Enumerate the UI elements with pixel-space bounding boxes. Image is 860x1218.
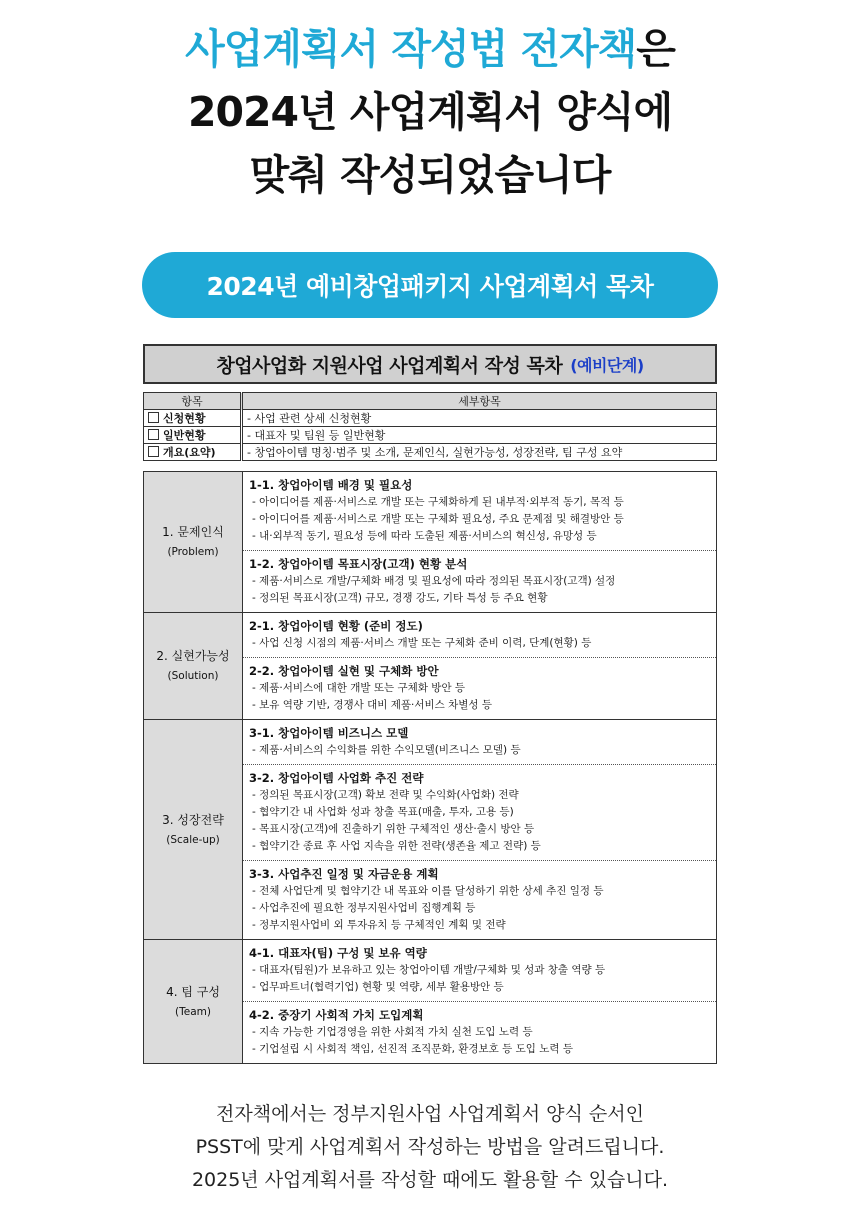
subsection-item: - 사업 신청 시점의 제품·서비스 개발 또는 구체화 준비 이력, 단계(현황) 등 (252, 637, 592, 649)
section-en: (Problem) (167, 546, 219, 558)
section-name: 1. 문제인식 (162, 525, 224, 539)
subsection-item: - 대표자(팀원)가 보유하고 있는 창업아이템 개발/구체화 및 성과 창출 역량 등 (252, 964, 606, 976)
subsection-item: - 목표시장(고객)에 진출하기 위한 구체적인 생산·출시 방안 등 (252, 823, 535, 835)
subsection-title: 4-1. 대표자(팀) 구성 및 보유 역량 (249, 946, 427, 960)
subsection-title: 2-2. 창업아이템 실현 및 구체화 방안 (249, 664, 439, 678)
footer-line-2: PSST에 맞게 사업계획서 작성하는 방법을 알려드립니다. (195, 1136, 665, 1158)
subsection-item: - 정의된 목표시장(고객) 확보 전략 및 수익화(사업화) 전략 (252, 789, 519, 801)
sections-table (143, 471, 717, 1064)
subsection (243, 613, 716, 657)
headline-line-2: 2024년 사업계획서 양식에 (187, 88, 673, 136)
subsection-item: - 기업설립 시 사회적 책임, 선진적 조직문화, 환경보호 등 도입 노력 등 (252, 1043, 574, 1055)
subsection-item: - 업무파트너(협력기업) 현황 및 역량, 세부 활용방안 등 (252, 981, 504, 993)
document-title (143, 344, 717, 384)
subsection-title: 1-2. 창업아이템 목표시장(고객) 현황 분석 (249, 557, 468, 571)
subsection-title: 1-1. 창업아이템 배경 및 필요성 (249, 478, 413, 492)
summary-item-label: 신청현황 (163, 412, 206, 425)
summary-table (143, 392, 717, 461)
subsection-item: - 정의된 목표시장(고객) 규모, 경쟁 강도, 기타 특성 등 주요 현황 (252, 592, 548, 604)
section-name: 2. 실현가능성 (156, 649, 230, 663)
subsection (243, 940, 716, 1001)
subsection-item: - 협약기간 내 사업화 성과 창출 목표(매출, 투자, 고용 등) (252, 806, 514, 818)
subsection-title: 3-2. 창업아이템 사업화 추진 전략 (249, 771, 424, 785)
subsection-item: - 협약기간 종료 후 사업 지속을 위한 전략(생존율 제고 전략) 등 (252, 840, 541, 852)
document-title-stage: (예비단계) (570, 355, 644, 375)
checkbox-icon (148, 412, 159, 423)
footer-line-3: 2025년 사업계획서를 작성할 때에도 활용할 수 있습니다. (191, 1169, 669, 1191)
checkbox-icon (148, 446, 159, 457)
section-label (144, 613, 243, 719)
headline-line-1 (0, 18, 860, 81)
summary-row (144, 444, 717, 461)
summary-row (144, 410, 717, 427)
subsection (243, 720, 716, 764)
summary-detail-cell: - 창업아이템 명칭·범주 및 소개, 문제인식, 실현가능성, 성장전략, 팀 구성 요약 (242, 444, 717, 461)
summary-detail-cell: - 대표자 및 팀원 등 일반현황 (242, 427, 717, 444)
subsection-title: 3-1. 창업아이템 비즈니스 모델 (249, 726, 409, 740)
summary-header-row (144, 393, 717, 410)
subsection (243, 764, 716, 860)
section-name: 3. 성장전략 (162, 812, 224, 827)
subsection-item: - 아이디어를 제품·서비스로 개발 또는 구체화 필요성, 주요 문제점 및 해결방안 등 (252, 513, 624, 525)
subsection (243, 550, 716, 612)
summary-detail-cell: - 사업 관련 상세 신청현황 (242, 410, 717, 427)
section-content (243, 472, 716, 612)
section-label (144, 940, 243, 1063)
toc-document (143, 344, 717, 1064)
headline-line-1-rest: 은 (636, 25, 675, 73)
subsection (243, 860, 716, 939)
headline-line-3: 맞춰 작성되었습니다 (249, 151, 611, 199)
section-solution (144, 612, 716, 719)
section-en: (Solution) (167, 670, 219, 682)
summary-item-label: 일반현황 (163, 429, 206, 442)
section-content (243, 720, 716, 939)
subsection-title: 4-2. 중장기 사회적 가치 도입계획 (249, 1008, 424, 1022)
section-problem (144, 472, 716, 612)
subsection-item: - 정부지원사업비 외 투자유치 등 구체적인 계획 및 전략 (252, 919, 506, 931)
subsection (243, 472, 716, 550)
summary-item-label: 개요(요약) (163, 446, 216, 459)
headline (0, 18, 860, 207)
section-en: (Scale-up) (166, 833, 220, 846)
subsection-item: - 제품·서비스에 대한 개발 또는 구체화 방안 등 (252, 682, 466, 694)
summary-header-detail: 세부항목 (242, 393, 717, 410)
subsection-item: - 보유 역량 기반, 경쟁사 대비 제품·서비스 차별성 등 (252, 699, 493, 711)
subsection (243, 657, 716, 719)
summary-item-cell (144, 410, 242, 427)
section-team (144, 939, 716, 1063)
document-title-text: 창업사업화 지원사업 사업계획서 작성 목차 (216, 354, 563, 377)
subsection-item: - 아이디어를 제품·서비스로 개발 또는 구체화하게 된 내부적·외부적 동기, 목적 등 (252, 496, 624, 508)
subsection (243, 1001, 716, 1063)
summary-item-cell (144, 444, 242, 461)
toc-pill-banner: 2024년 예비창업패키지 사업계획서 목차 (142, 252, 718, 318)
summary-row (144, 427, 717, 444)
section-content (243, 940, 716, 1063)
section-scale-up (144, 719, 716, 939)
section-content (243, 613, 716, 719)
summary-item-cell (144, 427, 242, 444)
subsection-item: - 지속 가능한 기업경영을 위한 사회적 가치 실천 도입 노력 등 (252, 1026, 533, 1038)
checkbox-icon (148, 429, 159, 440)
subsection-item: - 제품·서비스로 개발/구체화 배경 및 필요성에 따라 정의된 목표시장(고객) 설정 (252, 575, 616, 587)
section-label (144, 472, 243, 612)
section-name: 4. 팀 구성 (166, 984, 220, 999)
subsection-item: - 내·외부적 동기, 필요성 등에 따라 도출된 제품·서비스의 혁신성, 유망성 등 (252, 530, 597, 542)
subsection-title: 2-1. 창업아이템 현황 (준비 정도) (249, 619, 423, 633)
footer-description (0, 1098, 860, 1197)
subsection-item: - 제품·서비스의 수익화를 위한 수익모델(비즈니스 모델) 등 (252, 744, 521, 756)
headline-accent: 사업계획서 작성법 전자책 (185, 25, 637, 73)
summary-header-item: 항목 (144, 393, 242, 410)
subsection-title: 3-3. 사업추진 일정 및 자금운용 계획 (249, 867, 439, 881)
subsection-item: - 전체 사업단계 및 협약기간 내 목표와 이를 달성하기 위한 상세 추진 일정 등 (252, 885, 604, 897)
section-en: (Team) (175, 1005, 211, 1018)
section-label (144, 720, 243, 939)
footer-line-1: 전자책에서는 정부지원사업 사업계획서 양식 순서인 (216, 1103, 644, 1125)
subsection-item: - 사업추진에 필요한 정부지원사업비 집행계획 등 (252, 902, 476, 914)
